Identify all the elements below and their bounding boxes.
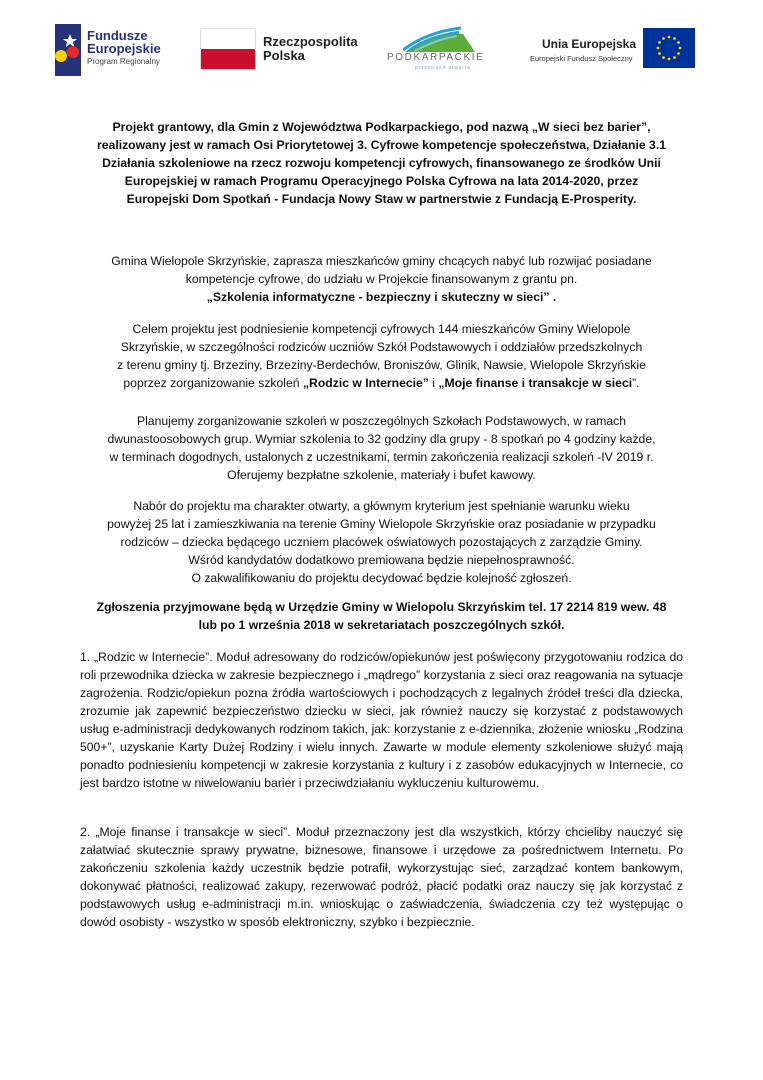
module-1 (80, 648, 683, 792)
logo-bar (0, 20, 763, 80)
eu-star-icon (657, 47, 660, 50)
fundusze-line3: Program Regionalny (87, 57, 160, 66)
unia-line1: Unia Europejska (542, 37, 637, 51)
recruitment-line: powyżej 25 lat i zamieszkiwania na terenie Gminy Wielopole Skrzyńskie oraz posiadanie w przypadku (107, 517, 656, 531)
recruitment (85, 497, 678, 587)
project-goal (85, 320, 678, 392)
plan-line: Planujemy zorganizowanie szkoleń w poszczególnych Szkołach Podstawowych, w ramach (136, 414, 627, 428)
eu-star-icon (658, 41, 661, 44)
training-name-1: „Rodzic w Internecie” (302, 376, 429, 390)
recruitment-line: Wśród kandydatów dodatkowo premiowana będzie niepełnosprawność. (188, 553, 575, 567)
recruitment-line: Nabór do projektu ma charakter otwarty, a głównym kryterium jest spełnianie warunku wieku (133, 499, 630, 513)
eu-star-icon (668, 36, 671, 39)
goal-line: Celem projektu jest podniesienie kompetencji cyfrowych 144 mieszkańców Gminy Wielopole (132, 322, 631, 336)
fundusze-line1: Fundusze (87, 28, 148, 43)
eu-star-icon (662, 37, 665, 40)
eu-star-icon (677, 41, 680, 44)
goal-line (85, 374, 678, 392)
fundusze-line2: Europejskie (87, 41, 161, 56)
goal-prefix: poprzez zorganizowanie szkoleń (123, 376, 303, 390)
invite-line: Gmina Wielopole Skrzyńskie, zaprasza mieszkańców gminy chcących nabyć lub rozwijać posiadane (111, 254, 652, 268)
applications-line: Zgłoszenia przyjmowane będą w Urzędzie Gminy w Wielopolu Skrzyńskim tel. 17 2214 819 wew. 48 (96, 600, 667, 614)
intro-line: Działania szkoleniowe na rzecz rozwoju kompetencji cyfrowych, finansowanego ze środków Unii (102, 156, 661, 170)
applications-line: lub po 1 września 2018 w sekretariatach poszczególnych szkół. (198, 618, 565, 632)
eu-flag-icon (643, 28, 695, 68)
plan-line: w terminach dogodnych, ustalonych z uczestnikami, termin zakończenia realizacji szkoleń -IV 2019 r. (109, 450, 654, 464)
eu-star-icon (679, 47, 682, 50)
plan-line: dwunastoosobowych grup. Wymiar szkolenia to 32 godziny dla grupy - 8 spotkań po 4 godziny każde, (107, 432, 656, 446)
intro-line: Europejski Dom Spotkań - Fundacja Nowy Staw w partnerstwie z Fundacją E-Prosperity. (126, 192, 637, 206)
podkarpackie-hills-icon (403, 26, 475, 52)
podkarpackie-logo (385, 20, 495, 80)
fundusze-europejskie-logo (55, 20, 195, 80)
podkarpackie-name: PODKARPACKIE (387, 52, 485, 63)
goal-line: Skrzyńskie, w szczególności rodziców uczniów Szkół Podstawowych i oddziałów przedszkolnych (120, 340, 643, 354)
eu-star-icon (658, 52, 661, 55)
rzeczpospolita-line2: Polska (263, 48, 305, 63)
eu-star-icon (673, 56, 676, 59)
recruitment-line: rodziców – dziecka będącego uczniem placówek oświatowych pozostających z zarządzie Gminy. (120, 535, 643, 549)
applications (80, 598, 683, 634)
eu-star-icon (668, 58, 671, 61)
intro-line: Europejskiej w ramach Programu Operacyjnego Polska Cyfrowa na lata 2014-2020, przez (124, 174, 639, 188)
training-name-2: „Moje finanse i transakcje w sieci (438, 376, 633, 390)
fundusze-europejskie-mark-icon (55, 24, 81, 76)
goal-conj: i (428, 376, 439, 390)
training-title: „Szkolenia informatyczne - bezpieczny i skuteczny w sieci” . (206, 290, 557, 304)
goal-suffix: ”. (632, 376, 640, 390)
intro-line: Projekt grantowy, dla Gmin z Województwa Podkarpackiego, pod nazwą „W sieci bez barier”, (112, 120, 651, 134)
rzeczpospolita-polska-logo (200, 20, 360, 80)
plan-line: Oferujemy bezpłatne szkolenie, materiały i bufet kawowy. (227, 468, 536, 482)
invite-line: kompetencje cyfrowe, do udziału w Projekcie finansowanym z grantu pn. (185, 272, 578, 286)
intro-line: realizowany jest w ramach Osi Priorytetowej 3. Cyfrowe kompetencje społeczeństwa, Działanie 3.1 (97, 138, 666, 152)
rzeczpospolita-line1: Rzeczpospolita (263, 34, 358, 49)
unia-line2: Europejski Fundusz Społeczny (530, 54, 633, 63)
module-2 (80, 823, 683, 931)
project-intro (85, 118, 678, 208)
eu-star-icon (673, 37, 676, 40)
eu-star-icon (677, 52, 680, 55)
recruitment-line: O zakwalifikowaniu do projektu decydować będzie kolejność zgłoszeń. (191, 571, 572, 585)
module-1-text: 1. „Rodzic w Internecie”. Moduł adresowany do rodziców/opiekunów jest poświęcony przygotowaniu rodzica do roli przewodnika dziecka w zakresie bezpiecznego i „mądrego” korzystania z sieci oraz reagowania na sytuacje zagrożenia. Rodzic/opiekun pozna źródła wartościowych i pochodzących z legalnych źródeł treści dla dziecka, zrozumie jak zapewnić bezpieczeństwo dziecku w sieci, jak również nauczy się korzystać z podstawowych usług e-administracji dedykowanych rodzinom takich, jak: korzystanie z e-dziennika, złożenie wniosku „Rodzina 500+”, uzyskanie Karty Dużej Rodziny i wielu innych. Zawarte w module elementy szkoleniowe służyć mają ponadto podniesieniu kompetencji w zakresie korzystania z kultury i z zasobów edukacyjnych w Internecie, co jest bardzo istotne w niwelowaniu barier i przeciwdziałaniu wykluczeniu kulturowemu. (80, 650, 683, 790)
unia-europejska-logo (530, 20, 700, 80)
goal-line: z terenu gminy tj. Brzeziny, Brzeziny-Berdechów, Broniszów, Glinik, Nawsie, Wielopole Skrzyńskie (117, 358, 646, 372)
eu-star-icon (662, 56, 665, 59)
podkarpackie-tagline: przestrzeń otwarta (415, 65, 471, 71)
polish-flag-icon (200, 28, 256, 70)
invitation (85, 252, 678, 306)
training-plan (85, 412, 678, 484)
module-2-text: 2. „Moje finanse i transakcje w sieci”. Moduł przeznaczony jest dla wszystkich, którzy chcieliby nauczyć się załatwiać skutecznie sprawy prywatne, biznesowe, finansowe i urzędowe za pośrednictwem Internetu. Po zakończeniu szkolenia każdy uczestnik będzie potrafił, wykorzystując sieć, zarządzać kontem bankowym, dokonywać płatności, realizować zakupy, rezerwować podróż, płacić podatki oraz nauczy się jak korzystać z podstawowych usług e-administracji m.in. wnioskując o zaświadczenia, świadczenia czy też występując o dowód osobisty - wszystko w sposób elektroniczny, szybko i bezpiecznie. (80, 825, 683, 929)
